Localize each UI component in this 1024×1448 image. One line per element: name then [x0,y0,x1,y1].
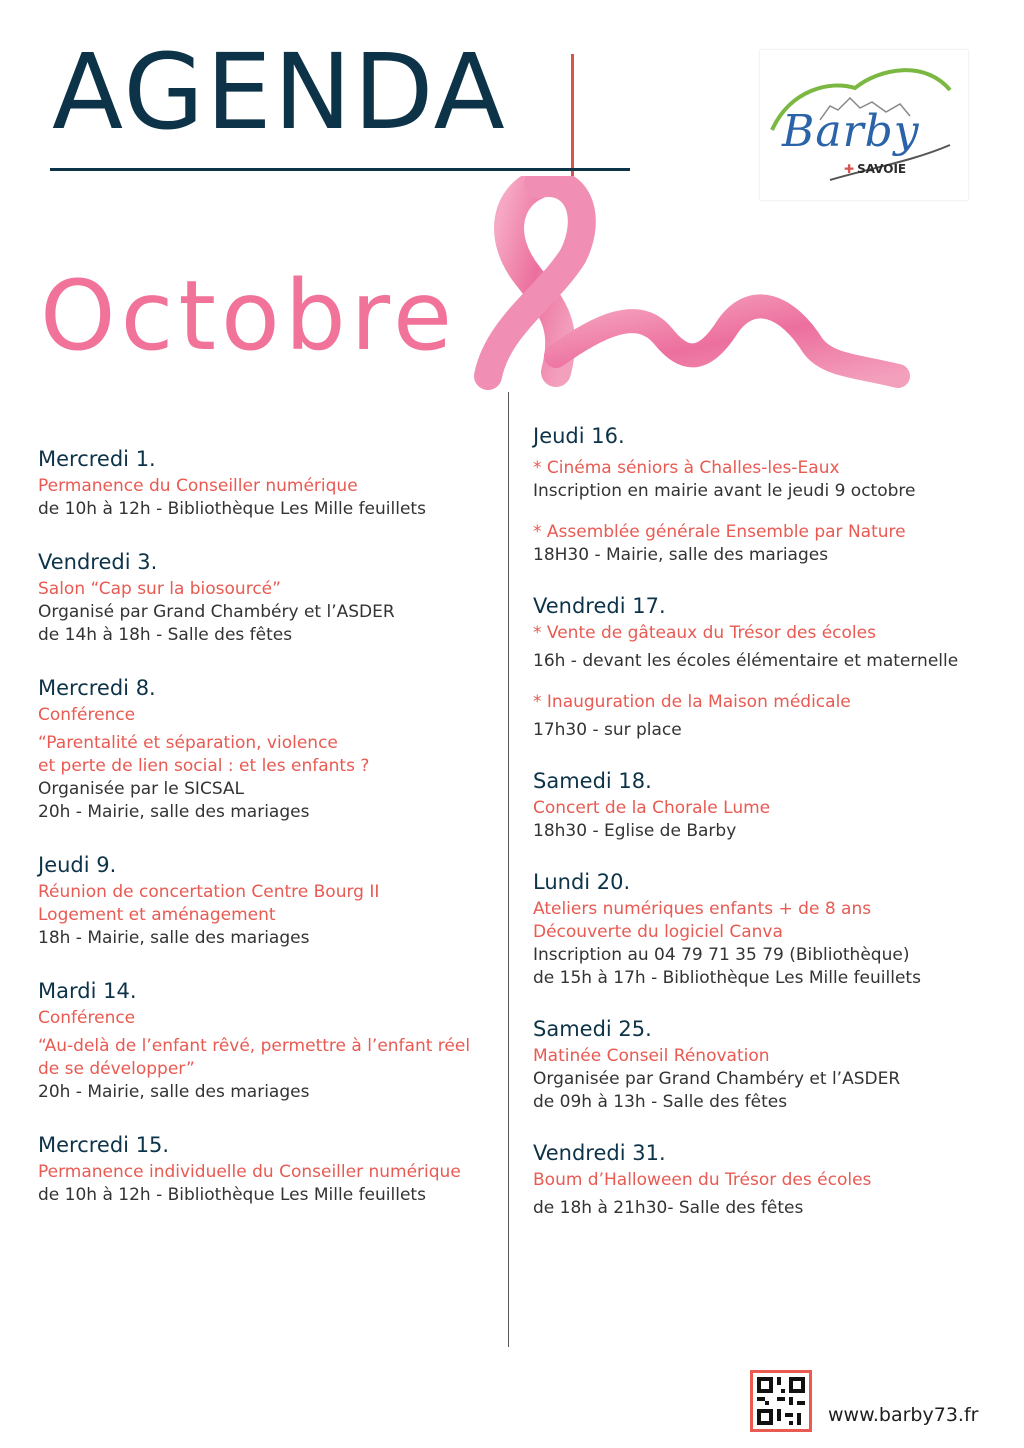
agenda-day: Samedi 18. [533,769,652,793]
event-details: Inscription au 04 79 71 35 79 (Bibliothèque) [533,945,910,965]
event-details: de 18h à 21h30- Salle des fêtes [533,1198,804,1218]
logo-region-label: SAVOIE [857,162,907,176]
event-details: 18H30 - Mairie, salle des mariages [533,545,829,565]
agenda-day: Mercredi 8. [38,676,156,700]
qr-code-icon[interactable] [750,1370,812,1432]
event-title: Conférence [38,705,136,725]
event-title: * Cinéma séniors à Challes-les-Eaux [533,458,840,478]
agenda-entry [38,673,498,824]
event-title: * Inauguration de la Maison médicale [533,692,851,712]
event-title: Salon “Cap sur la biosourcé” [38,579,281,599]
agenda-day: Vendredi 17. [533,594,666,618]
agenda-entry [533,421,1003,567]
agenda-day: Mercredi 15. [38,1133,170,1157]
event-details: 18h - Mairie, salle des mariages [38,928,310,948]
event-title: Boum d’Halloween du Trésor des écoles [533,1170,872,1190]
agenda-entry [38,976,498,1104]
event-title: * Vente de gâteaux du Trésor des écoles [533,623,876,643]
event-title: Permanence individuelle du Conseiller numérique [38,1162,461,1182]
event-details: de 15h à 17h - Bibliothèque Les Mille feuillets [533,968,921,988]
agenda-entry [38,850,498,950]
event-details: 16h - devant les écoles élémentaire et maternelle [533,651,959,671]
agenda-entry [38,1130,498,1207]
agenda-day: Mercredi 1. [38,447,156,471]
agenda-entry [533,867,1003,990]
event-title: “Parentalité et séparation, violence [38,733,338,753]
event-details: Organisée par le SICSAL [38,779,245,799]
logo-wordmark: Barby [782,106,920,157]
agenda-day: Vendredi 31. [533,1141,666,1165]
column-divider [508,392,509,1347]
event-details: 18h30 - Eglise de Barby [533,821,737,841]
logo-region [844,162,906,176]
month-heading: Octobre [40,260,458,372]
agenda-entry [533,1138,1003,1220]
agenda-entry [533,1014,1003,1114]
event-details: de 09h à 13h - Salle des fêtes [533,1092,788,1112]
savoie-cross-icon: ✚ [844,162,855,176]
event-title: Conférence [38,1008,136,1028]
agenda-entry [38,547,498,647]
event-details: de 10h à 12h - Bibliothèque Les Mille feuillets [38,1185,426,1205]
event-title: de se développer” [38,1059,195,1079]
event-title: et perte de lien social : et les enfants ? [38,756,370,776]
agenda-left-column [38,444,498,1207]
agenda-day: Samedi 25. [533,1017,652,1041]
event-details: Organisé par Grand Chambéry et l’ASDER [38,602,395,622]
agenda-day: Mardi 14. [38,979,137,1003]
qr-pattern [753,1373,809,1429]
event-title: Réunion de concertation Centre Bourg II [38,882,380,902]
spacer [533,503,1003,521]
page-title: AGENDA [52,31,507,153]
event-title: “Au-delà de l’enfant rêvé, permettre à l’enfant réel [38,1036,471,1056]
event-details: Inscription en mairie avant le jeudi 9 octobre [533,481,916,501]
event-details: de 14h à 18h - Salle des fêtes [38,625,293,645]
website-link[interactable]: www.barby73.fr [828,1404,979,1426]
event-title: Matinée Conseil Rénovation [533,1046,770,1066]
spacer [533,673,1003,691]
event-title: Ateliers numériques enfants + de 8 ans [533,899,872,919]
event-title: Découverte du logiciel Canva [533,922,783,942]
event-details: 20h - Mairie, salle des mariages [38,1082,310,1102]
event-details: 17h30 - sur place [533,720,682,740]
agenda-day: Jeudi 16. [533,424,625,448]
event-details: de 10h à 12h - Bibliothèque Les Mille feuillets [38,499,426,519]
agenda-right-column [533,421,1003,1220]
pink-ribbon-icon [468,176,948,396]
agenda-entry [533,766,1003,843]
title-underline [50,168,630,171]
agenda-day: Vendredi 3. [38,550,158,574]
event-details: Organisée par Grand Chambéry et l’ASDER [533,1069,901,1089]
title-accent-bar [571,54,574,184]
event-title: Concert de la Chorale Lume [533,798,771,818]
event-title: * Assemblée générale Ensemble par Nature [533,522,906,542]
event-title: Logement et aménagement [38,905,276,925]
agenda-day: Jeudi 9. [38,853,117,877]
event-details: 20h - Mairie, salle des mariages [38,802,310,822]
agenda-entry [533,591,1003,742]
agenda-day: Lundi 20. [533,870,631,894]
agenda-entry [38,444,498,521]
event-title: Permanence du Conseiller numérique [38,476,358,496]
